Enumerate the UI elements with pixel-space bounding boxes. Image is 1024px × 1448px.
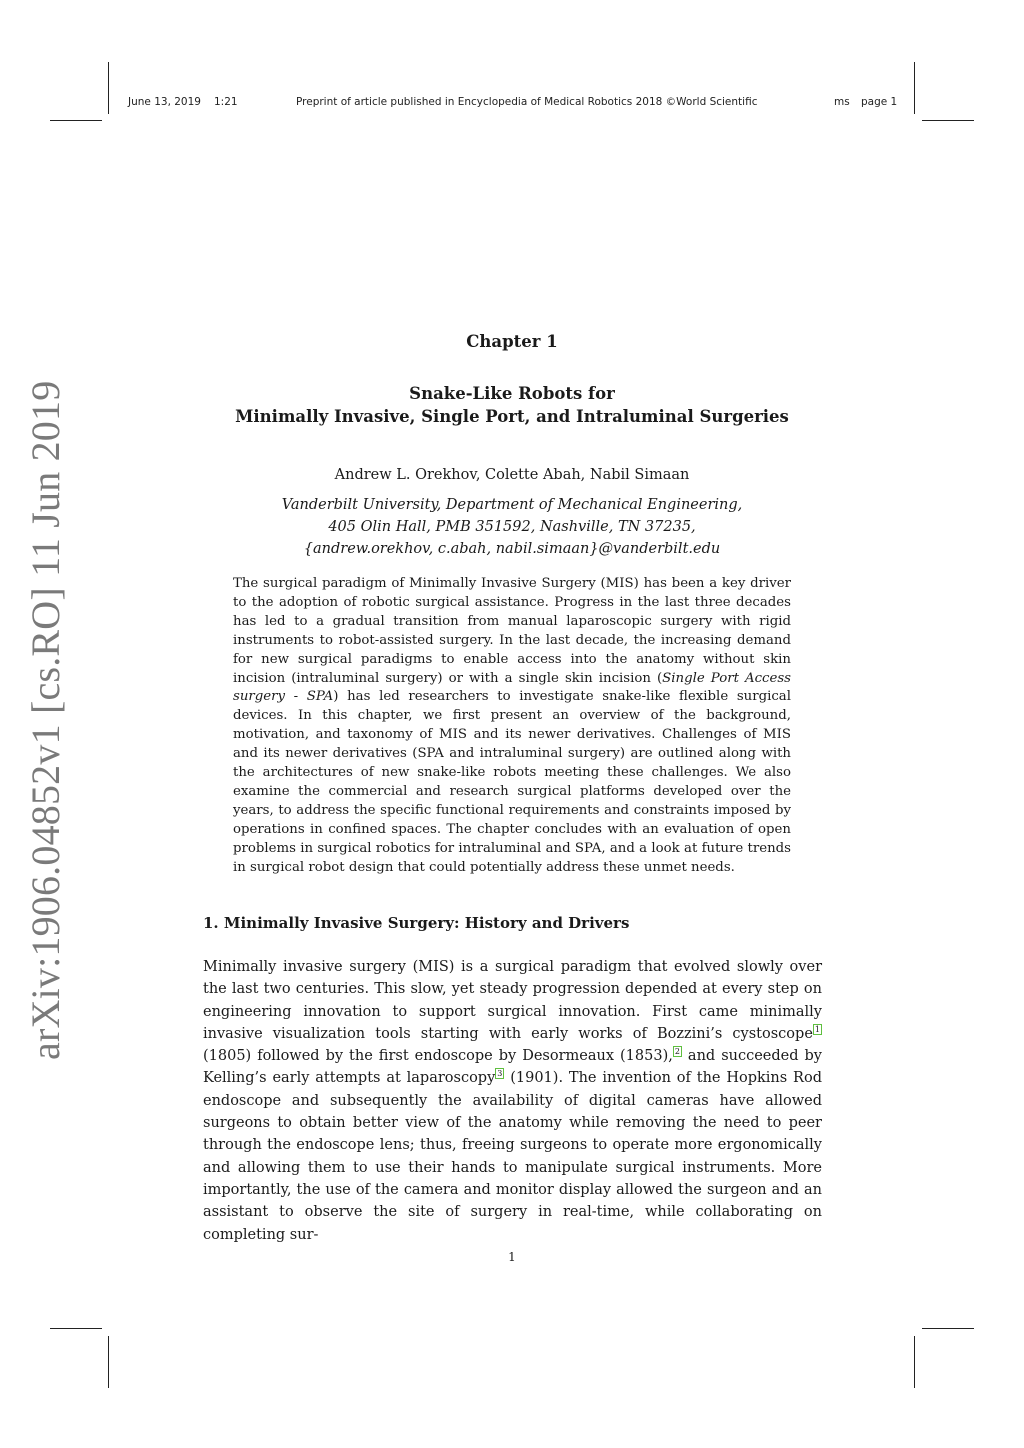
- citation-link[interactable]: 1: [814, 1024, 820, 1034]
- arxiv-stamp: arXiv:1906.04852v1 [cs.RO] 11 Jun 2019: [23, 380, 68, 1060]
- section-heading: 1. Minimally Invasive Surgery: History and Drivers: [203, 914, 630, 932]
- citation-link[interactable]: 3: [497, 1069, 503, 1079]
- crop-mark: [108, 1336, 109, 1388]
- affiliation-emails: {andrew.orekhov, c.abah, nabil.simaan}@vanderbilt.edu: [303, 541, 721, 557]
- body-text: (1805) followed by the first endoscope by Desormeaux (1853),: [203, 1048, 673, 1065]
- page-number: 1: [508, 1250, 516, 1264]
- affiliation-line-1: Vanderbilt University, Department of Mechanical Engineering,: [281, 497, 743, 513]
- paper-title: [0, 382, 1024, 428]
- header-date: June 13, 2019: [128, 96, 201, 108]
- title-line-2: Minimally Invasive, Single Port, and Intraluminal Surgeries: [235, 407, 789, 426]
- crop-mark: [50, 120, 102, 121]
- affiliation-line-2: 405 Olin Hall, PMB 351592, Nashville, TN 37235,: [328, 519, 696, 535]
- crop-mark: [914, 1336, 915, 1388]
- abstract-text: ) has led researchers to investigate snake-like flexible surgical devices. In this chapter, we first present an overview of the background, motivation, and taxonomy of MIS and its newer derivatives. Challenges of MIS and its newer derivatives (SPA and intraluminal surgery) are outlined along with the architectures of new snake-like robots meeting these challenges. We also examine the commercial and research surgical platforms developed over the years, to address the specific functional requirements and constraints imposed by operations in confined spaces. The chapter concludes with an evaluation of open problems in surgical robotics for intraluminal and SPA, and a look at future trends in surgical robot design that could potentially address these unmet needs.: [233, 689, 791, 875]
- header-time: 1:21: [214, 96, 238, 108]
- abstract-text: The surgical paradigm of Minimally Invasive Surgery (MIS) has been a key driver to the adoption of robotic surgical assistance. Progress in the last three decades has led to a gradual transition from manual laparoscopic surgery with rigid instruments to robot-assisted surgery. In the last decade, the increasing demand for new surgical paradigms to enable access into the anatomy without skin incision (intraluminal surgery) or with a single skin incision (: [233, 576, 791, 686]
- citation-link[interactable]: 2: [674, 1047, 680, 1057]
- authors: Andrew L. Orekhov, Colette Abah, Nabil Simaan: [334, 467, 690, 483]
- header-preprint-note: Preprint of article published in Encyclopedia of Medical Robotics 2018 ©World Scientific: [296, 96, 758, 108]
- affiliation: [0, 494, 1024, 560]
- header-page: page 1: [861, 96, 898, 108]
- crop-mark: [922, 120, 974, 121]
- body-text: and succeeded by Kelling’s early attempts at laparoscopy: [203, 1048, 822, 1087]
- section-body: [203, 956, 822, 1246]
- title-line-1: Snake-Like Robots for: [409, 384, 615, 403]
- crop-mark: [50, 1328, 102, 1329]
- crop-mark: [922, 1328, 974, 1329]
- crop-mark: [108, 62, 109, 114]
- chapter-label: Chapter 1: [466, 332, 558, 351]
- abstract: [233, 575, 791, 878]
- running-header: [128, 96, 898, 114]
- abstract-italic-term: Single Port Access surgery - SPA: [233, 670, 791, 705]
- header-ms: ms: [834, 96, 850, 108]
- body-text: (1901). The invention of the Hopkins Rod endoscope and subsequently the availability of digital cameras have allowed surgeons to obtain better view of the anatomy while removing the need to peer through the endoscope lens; thus, freeing surgeons to operate more ergonomically and allowing them to use their hands to manipulate surgical instruments. More importantly, the use of the camera and monitor display allowed the surgeon and an assistant to observe the site of surgery in real-time, while collaborating on completing sur-: [203, 1070, 822, 1243]
- crop-mark: [914, 62, 915, 114]
- body-text: Minimally invasive surgery (MIS) is a surgical paradigm that evolved slowly over the last two centuries. This slow, yet steady progression depended at every step on engineering innovation to support surgical innovation. First came minimally invasive visualization tools starting with early works of Bozzini’s cystoscope: [203, 959, 822, 1042]
